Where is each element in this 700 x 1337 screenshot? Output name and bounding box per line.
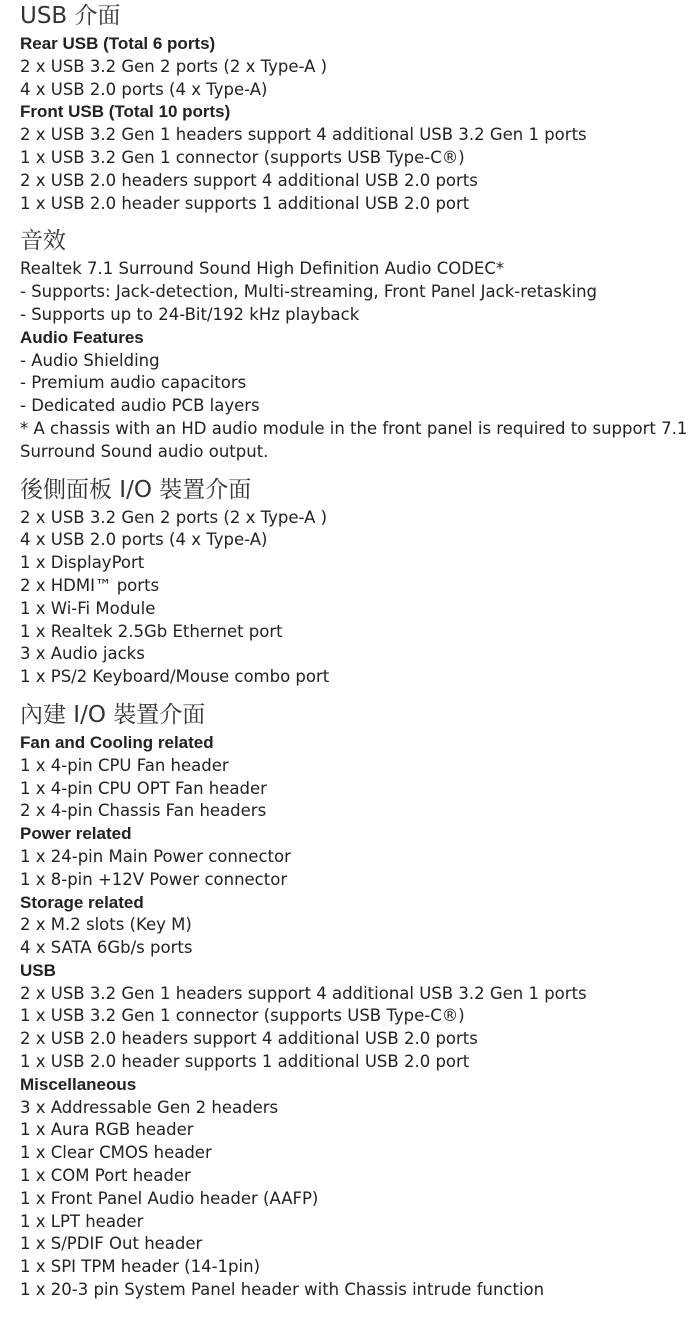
spec-line: 2 x USB 2.0 headers support 4 additional USB 2.0 ports [20,1029,478,1049]
sub-heading: Miscellaneous [20,1074,137,1094]
spec-section [20,0,690,215]
spec-line: - Premium audio capacitors [20,373,247,393]
spec-line: 1 x DisplayPort [20,553,145,573]
spec-line: 4 x SATA 6Gb/s ports [20,938,193,958]
spec-line: 1 x USB 2.0 header supports 1 additional USB 2.0 port [20,193,470,213]
spec-line: 1 x USB 3.2 Gen 1 connector (supports USB Type-C®) [20,1006,465,1026]
section-title: 音效 [20,228,66,255]
sub-heading: Fan and Cooling related [20,732,214,752]
spec-line: - Audio Shielding [20,350,160,370]
spec-line: 1 x LPT header [20,1211,144,1231]
spec-line: 4 x USB 2.0 ports (4 x Type-A) [20,79,268,99]
spec-note: * A chassis with an HD audio module in the front panel is required to support 7.1 Surround Sound audio output. [20,418,688,461]
spec-line: 1 x S/PDIF Out header [20,1234,203,1254]
spec-line: 3 x Addressable Gen 2 headers [20,1097,279,1117]
spec-line: 2 x M.2 slots (Key M) [20,915,192,935]
spec-line: 1 x Wi-Fi Module [20,598,156,618]
section-title: 後側面板 I/O 裝置介面 [20,476,252,503]
spec-line: 1 x COM Port header [20,1166,191,1186]
spec-line: 1 x 8-pin +12V Power connector [20,869,288,889]
sub-heading: Rear USB (Total 6 ports) [20,34,216,53]
section-title: 內建 I/O 裝置介面 [20,701,206,728]
spec-line: - Supports: Jack-detection, Multi-streaming, Front Panel Jack-retasking [20,282,598,302]
spec-line: 1 x SPI TPM header (14-1pin) [20,1257,261,1277]
spec-line: 1 x 24-pin Main Power connector [20,846,291,866]
spec-line: 2 x USB 3.2 Gen 1 headers support 4 additional USB 3.2 Gen 1 ports [20,125,587,145]
spec-line: - Supports up to 24-Bit/192 kHz playback [20,304,360,324]
spec-line: Realtek 7.1 Surround Sound High Definition Audio CODEC* [20,259,505,279]
spec-line: 1 x 4-pin CPU OPT Fan header [20,778,267,798]
sub-heading: Audio Features [20,327,144,347]
spec-section [20,225,690,463]
spec-line: 2 x 4-pin Chassis Fan headers [20,801,267,821]
spec-line: 1 x USB 3.2 Gen 1 connector (supports USB Type-C®) [20,147,465,167]
spec-line: 1 x Front Panel Audio header (AAFP) [20,1188,319,1208]
spec-line: 1 x Realtek 2.5Gb Ethernet port [20,621,283,641]
sub-heading: Storage related [20,892,144,912]
spec-line: 2 x HDMI™ ports [20,575,160,595]
spec-line: 3 x Audio jacks [20,644,145,664]
spec-line: 4 x USB 2.0 ports (4 x Type-A) [20,530,268,550]
spec-line: 2 x USB 3.2 Gen 1 headers support 4 additional USB 3.2 Gen 1 ports [20,983,587,1003]
spec-line: 1 x Clear CMOS header [20,1143,212,1163]
spec-line: 1 x 4-pin CPU Fan header [20,755,229,775]
sub-heading: Front USB (Total 10 ports) [20,102,231,122]
spec-section [20,474,690,689]
sub-heading: Power related [20,824,132,844]
spec-section [20,699,690,1302]
sub-heading: USB [20,960,56,980]
spec-line: 1 x Aura RGB header [20,1120,194,1140]
spec-line: 2 x USB 2.0 headers support 4 additional USB 2.0 ports [20,170,478,190]
spec-line: 2 x USB 3.2 Gen 2 ports (2 x Type-A ) [20,56,328,76]
spec-line: 1 x 20-3 pin System Panel header with Chassis intrude function [20,1280,545,1300]
spec-line: 1 x PS/2 Keyboard/Mouse combo port [20,667,330,687]
spec-list [20,0,690,1302]
spec-line: - Dedicated audio PCB layers [20,396,260,416]
spec-line: 1 x USB 2.0 header supports 1 additional USB 2.0 port [20,1052,470,1072]
spec-line: 2 x USB 3.2 Gen 2 ports (2 x Type-A ) [20,507,328,527]
section-title: USB 介面 [20,3,121,29]
